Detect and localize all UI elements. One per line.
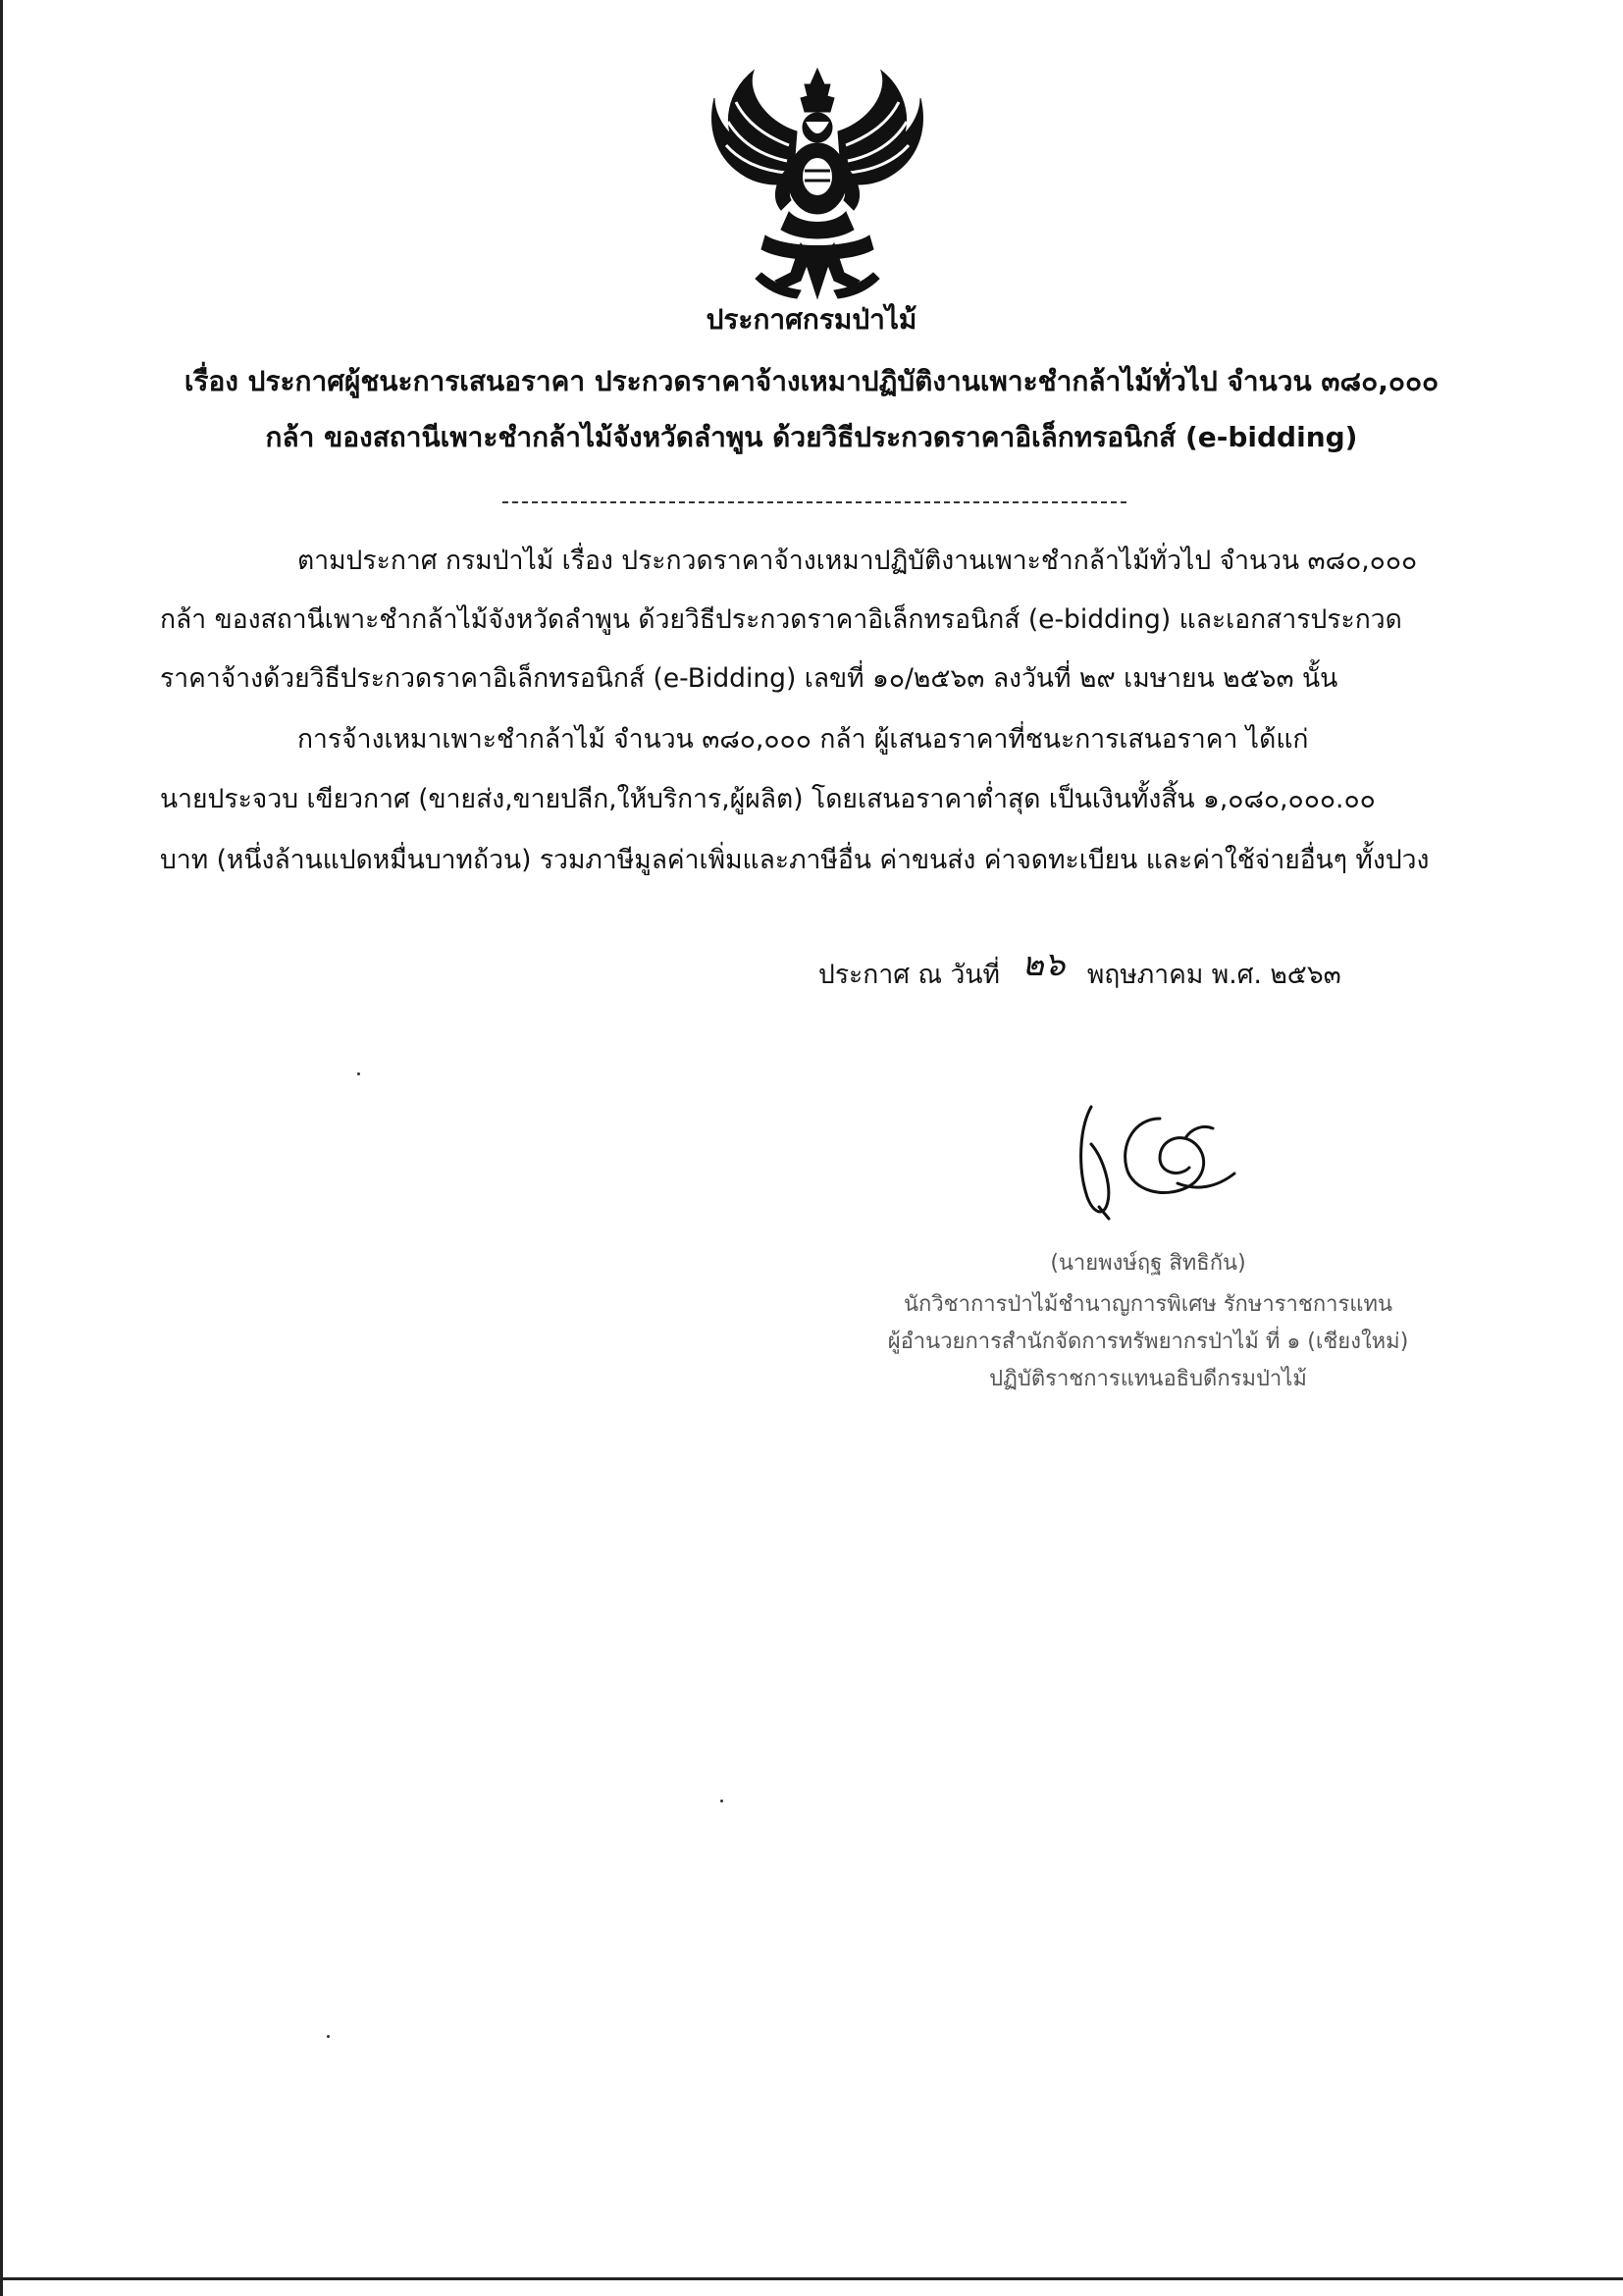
- scan-edge-bottom: [0, 2277, 1623, 2280]
- signatory-position-2: ผู้อำนวยการสำนักจัดการทรัพยากรป่าไม้ ที่ ๑ (เชียงใหม่): [887, 1330, 1409, 1354]
- scan-speck: [327, 2035, 330, 2038]
- announcement-date: [818, 945, 1341, 995]
- date-day-handwritten: ๒๖: [1021, 945, 1066, 984]
- signatory-name: (นายพงษ์ฤฐ สิทธิกัน): [1050, 1251, 1246, 1276]
- subject-line-2: กล้า ของสถานีเพาะชำกล้าไม้จังหวัดลำพูน ด้วยวิธีประกวดราคาอิเล็กทรอนิกส์ (e-bidding): [265, 421, 1358, 453]
- subject-line-1: เรื่อง ประกาศผู้ชนะการเสนอราคา ประกวดราคาจ้างเหมาปฏิบัติงานเพาะชำกล้าไม้ทั่วไป จำนวน ๓๘๐,๐๐๐: [183, 365, 1440, 397]
- scan-speck: [720, 1800, 723, 1802]
- paragraph-1-line-3: ราคาจ้างด้วยวิธีประกวดราคาอิเล็กทรอนิกส์ (e-Bidding) เลขที่ ๑๐/๒๕๖๓ ลงวันที่ ๒๙ เมษายน ๒๕๖๓ นั้น: [160, 663, 1338, 694]
- dashed-separator: [502, 501, 1126, 503]
- paragraph-1-line-1: ตามประกาศ กรมป่าไม้ เรื่อง ประกวดราคาจ้างเหมาปฏิบัติงานเพาะชำกล้าไม้ทั่วไป จำนวน ๓๘๐,๐๐๐: [297, 546, 1418, 576]
- paragraph-1-line-2: กล้า ของสถานีเพาะชำกล้าไม้จังหวัดลำพูน ด้วยวิธีประกวดราคาอิเล็กทรอนิกส์ (e-bidding) และเอกสารประกวด: [160, 604, 1402, 635]
- scan-corner: [0, 2277, 25, 2296]
- paragraph-2-line-2: นายประจวบ เขียวกาศ (ขายส่ง,ขายปลีก,ให้บริการ,ผู้ผลิต) โดยเสนอราคาต่ำสุด เป็นเงินทั้งสิ้น ๑,๐๘๐,๐๐๐.๐๐: [160, 784, 1376, 814]
- date-prefix: ประกาศ ณ วันที่: [818, 960, 1000, 990]
- scan-edge-left: [0, 0, 3, 2295]
- announcement-title: ประกาศกรมป่าไม้: [706, 303, 917, 336]
- paragraph-2-line-3: บาท (หนึ่งล้านแปดหมื่นบาทถ้วน) รวมภาษีมูลค่าเพิ่มและภาษีอื่น ค่าขนส่ง ค่าจดทะเบียน และค่าใช้จ่ายอื่นๆ ทั้งปวง: [160, 845, 1430, 875]
- garuda-emblem-icon: [707, 63, 928, 302]
- signatory-position-1: นักวิชาการป่าไม้ชำนาญการพิเศษ รักษาราชการแทน: [903, 1292, 1393, 1317]
- scan-speck: [357, 1072, 360, 1075]
- signatory-position-3: ปฏิบัติราชการแทนอธิบดีกรมป่าไม้: [989, 1367, 1307, 1391]
- handwritten-signature-icon: [1070, 1089, 1276, 1236]
- date-suffix: พฤษภาคม พ.ศ. ๒๕๖๓: [1086, 960, 1341, 990]
- paragraph-2-line-1: การจ้างเหมาเพาะชำกล้าไม้ จำนวน ๓๘๐,๐๐๐ กล้า ผู้เสนอราคาที่ชนะการเสนอราคา ได้แก่: [297, 724, 1309, 755]
